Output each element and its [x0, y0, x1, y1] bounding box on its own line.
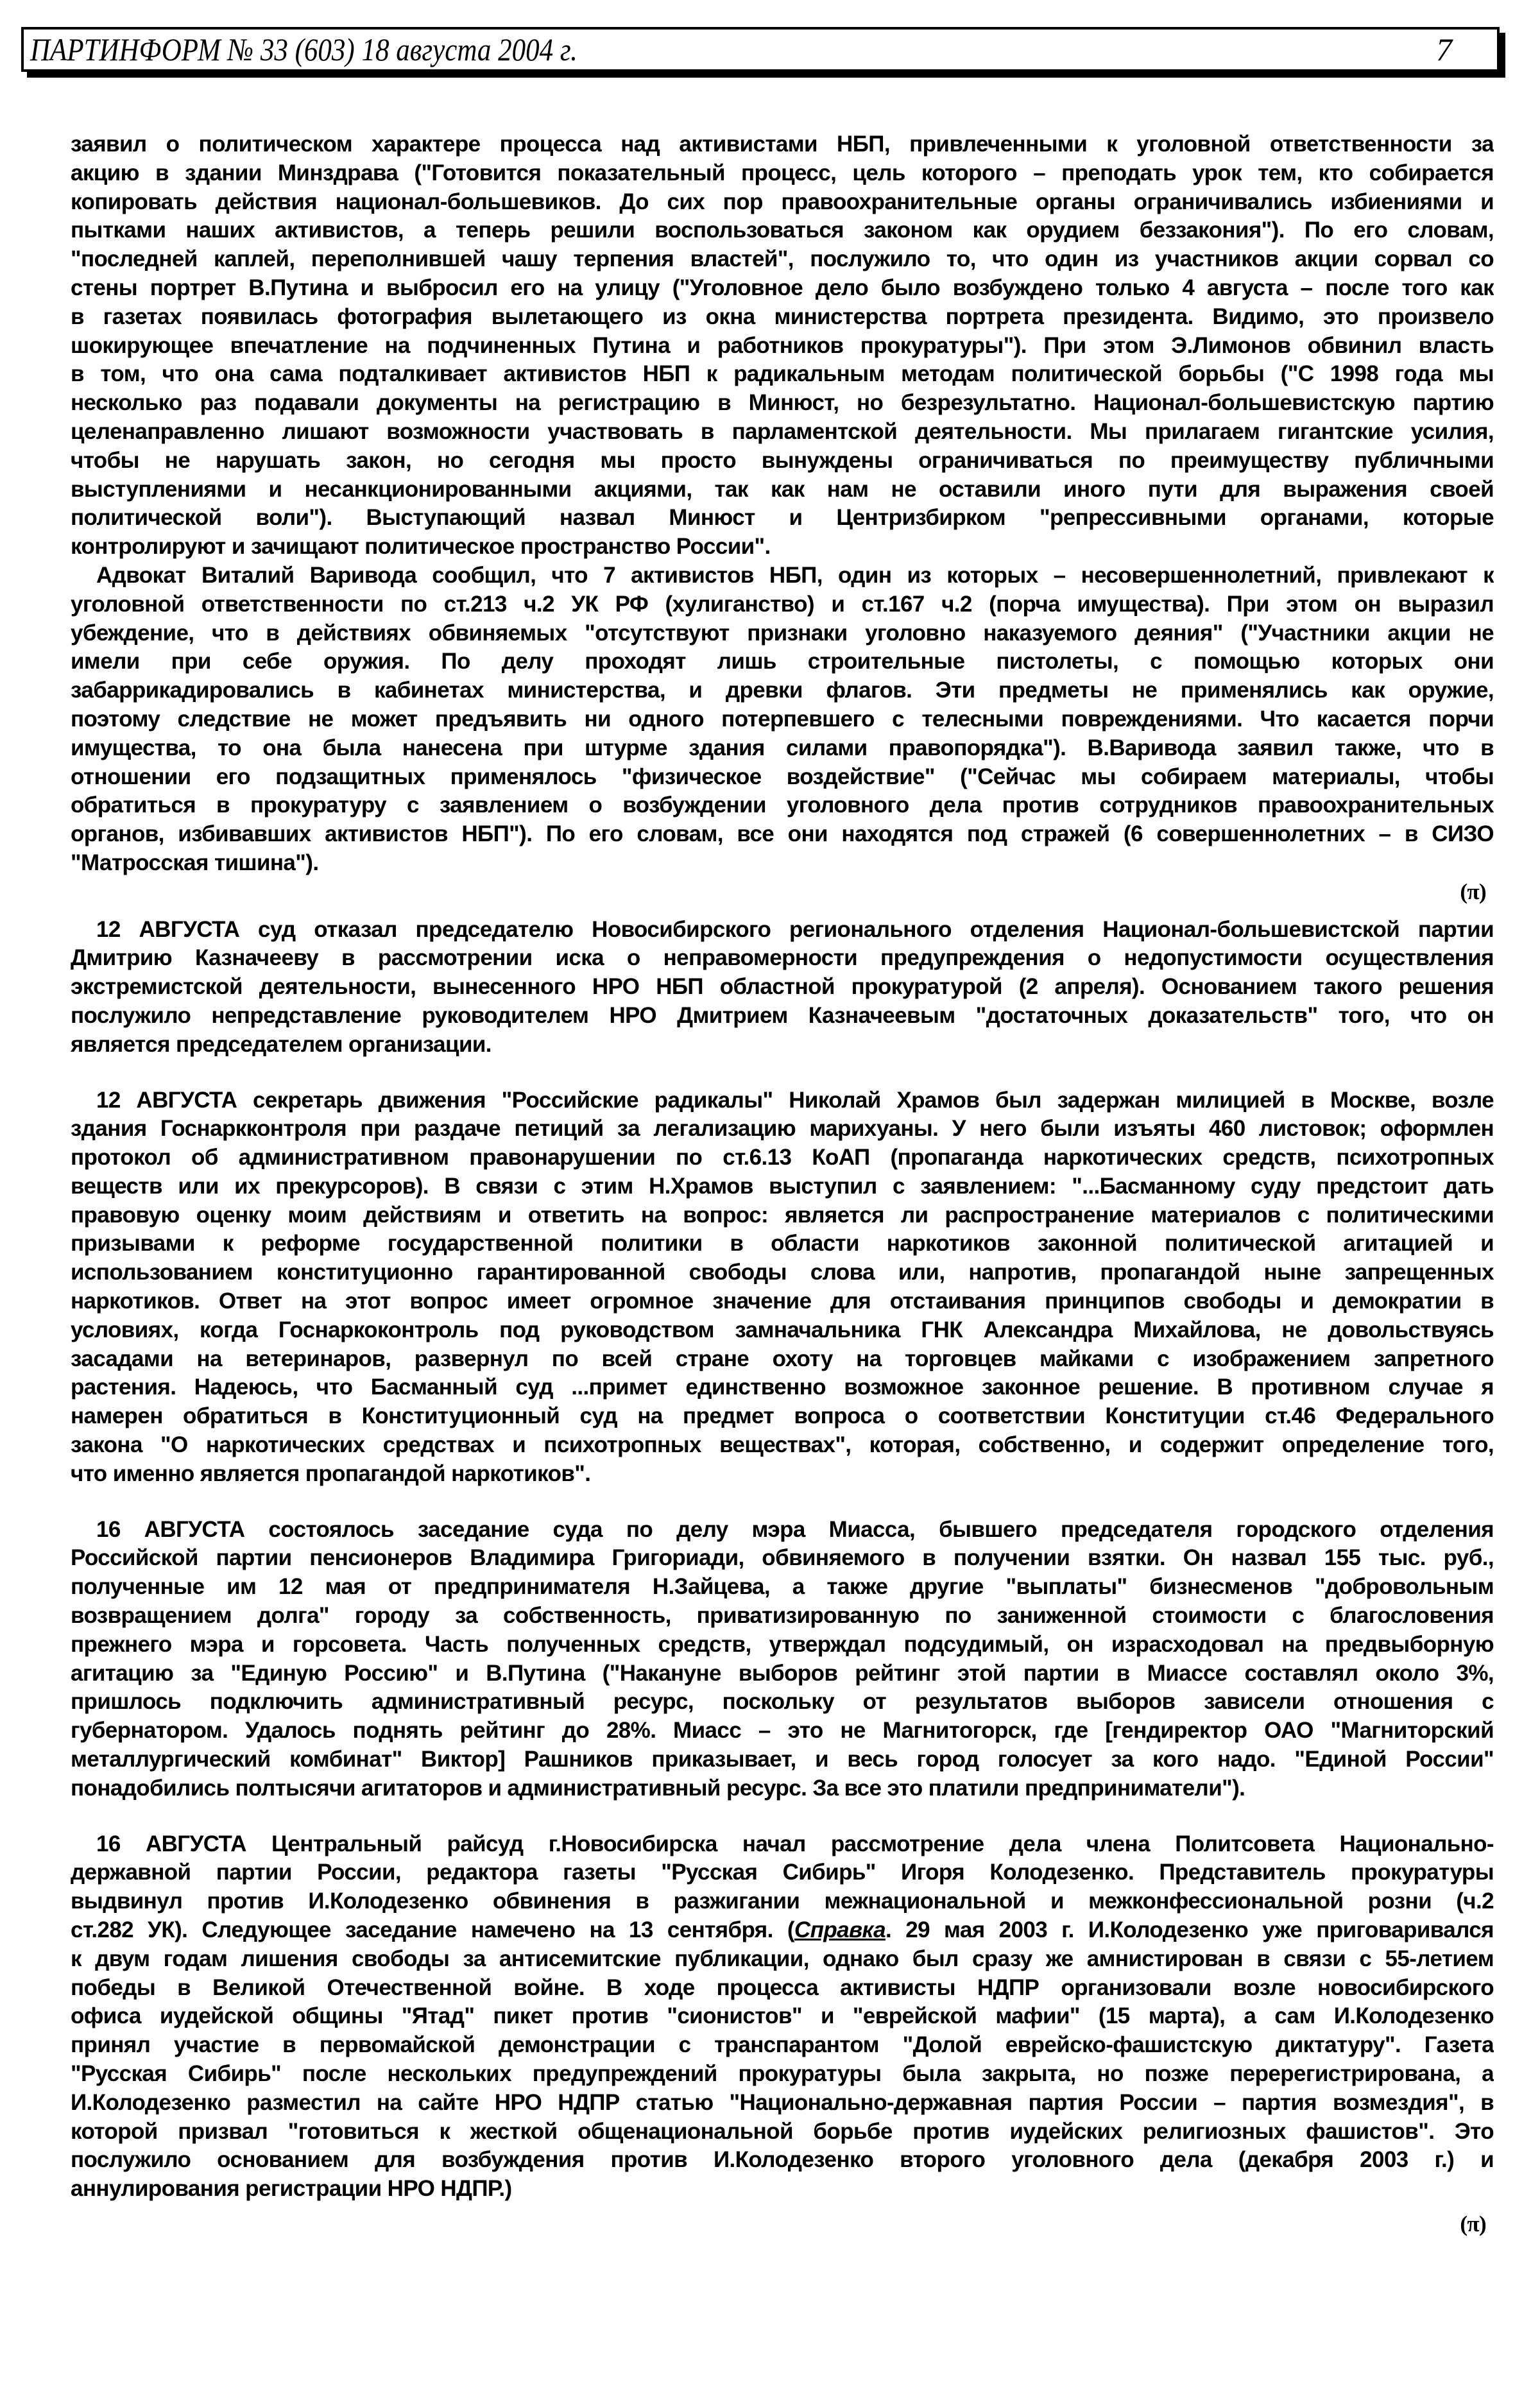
text-fragment: ст.282 УК). Следующее заседание намечено на 13 сентября. (	[71, 1917, 794, 1943]
text-line: "Русская Сибирь" после нескольких предупреждений прокуратуры была закрыта, но позже перерегистрирована, а	[71, 2061, 1494, 2086]
text-line: уголовной ответственности по ст.213 ч.2 УК РФ (хулиганство) и ст.167 ч.2 (порча имущества). При этом он выразил	[71, 591, 1494, 617]
text-line: призывами к реформе государственной политики в области наркотиков законной политической агитацией и	[71, 1231, 1494, 1256]
text-line: несколько раз подавали документы на регистрацию в Минюст, но безрезультатно. Национал-большевистскую партию	[71, 390, 1494, 416]
text-line: 16 АВГУСТА состоялось заседание суда по делу мэра Миасса, бывшего председателя городского отделения	[96, 1516, 1494, 1542]
text-line: Российской партии пенсионеров Владимира Григориади, обвиняемого в получении взятки. Он назвал 155 тыс. руб.,	[71, 1545, 1494, 1571]
text-line: к двум годам лишения свободы за антисемитские публикации, однако был сразу же амнистирован в связи с 55-летием	[71, 1946, 1494, 1971]
text-line: послужило основанием для возбуждения против И.Колодезенко второго уголовного дела (декабря 2003 г.) и	[71, 2147, 1494, 2173]
text-line: правовую оценку моим действиям и ответить на вопрос: является ли распространение материалов с политическими	[71, 1202, 1494, 1228]
page-number: 7	[1436, 31, 1452, 67]
paragraph	[71, 561, 1494, 878]
text-line: протокол об административном правонарушении по ст.6.13 КоАП (пропаганда наркотических средств, психотропных	[71, 1145, 1494, 1170]
text-line: условиях, когда Госнаркоконтроль под руководством замначальника ГНК Александра Михайлова, не довольствуясь	[71, 1317, 1494, 1342]
paragraph	[71, 1086, 1494, 1489]
text-line: имели при себе оружия. По делу проходят лишь строительные пистолеты, с помощью которых они	[71, 649, 1494, 674]
text-line: забаррикадировались в кабинетах министерства, и древки флагов. Эти предметы не применялись как оружие,	[71, 678, 1494, 703]
source-mark: (π)	[1460, 878, 1486, 904]
text-line: 12 АВГУСТА секретарь движения "Российские радикалы" Николай Храмов был задержан милицией в Москве, возле	[96, 1087, 1494, 1113]
text-line: является председателем организации.	[71, 1031, 492, 1057]
text-line: в том, что она сама подталкивает активистов НБП к радикальным методам политической борьбы ("С 1998 года мы	[71, 361, 1494, 387]
text-line: намерен обратиться в Конституционный суд на предмет вопроса о соответствии Конституции ст.46 Федерального	[71, 1403, 1494, 1429]
text-line: заявил о политическом характере процесса над активистами НБП, привлеченными к уголовной ответственности за	[71, 132, 1494, 157]
text-line: органов, избивавших активистов НБП"). По его словам, все они находятся под стражей (6 совершеннолетних – в СИЗО	[71, 821, 1494, 847]
text-line: убеждение, что в действиях обвиняемых "отсутствуют признаки уголовно наказуемого деяния" ("Участники акции не	[71, 620, 1494, 646]
article-body	[71, 130, 1494, 2239]
paragraph	[71, 1516, 1494, 1803]
publication-title: ПАРТИНФОРМ № 33 (603) 18 августа 2004 г.	[30, 31, 578, 67]
text-line: в газетах появилась фотография вылетающего из окна министерства портрета президента. Видимо, это произвело	[71, 304, 1494, 329]
text-line: понадобились полтысячи агитаторов и административный ресурс. За все это платили предприниматели").	[71, 1775, 1245, 1801]
source-mark: (π)	[1460, 2211, 1486, 2236]
text-line: металлургический комбинат" Виктор] Рашников приказывает, и весь город голосует за кого надо. "Единой России"	[71, 1747, 1494, 1772]
paragraph	[71, 130, 1494, 561]
text-line: растения. Надеюсь, что Басманный суд ...примет единственно возможное законное решение. В противном случае я	[71, 1375, 1494, 1400]
text-line: использованием конституционно гарантированной свободы слова или, напротив, пропагандой ныне запрещенных	[71, 1260, 1494, 1285]
text-line: пришлось подключить административный ресурс, поскольку от результатов выборов зависели отношения с	[71, 1689, 1494, 1715]
text-line: агитацию за "Единую Россию" и В.Путина ("Накануне выборов рейтинг этой партии в Миассе составлял около 3%,	[71, 1660, 1494, 1686]
text-line: поэтому следствие не может предъявить ни одного потерпевшего с телесными повреждениями. Что касается порчи	[71, 706, 1494, 732]
text-line: губернатором. Удалось поднять рейтинг до 28%. Миасс – это не Магнитогорск, где [гендиректор ОАО "Магниторский	[71, 1718, 1494, 1744]
text-line: выдвинул против И.Колодезенко обвинения в разжигании межнациональной и межконфессиональной розни (ч.2	[71, 1889, 1494, 1914]
text-line: здания Госнаркконтроля при раздаче петиций за легализацию марихуаны. У него были изъяты 460 листовок; оформлен	[71, 1116, 1494, 1142]
text-line: что именно является пропагандой наркотиков".	[71, 1461, 591, 1486]
text-line: 12 АВГУСТА суд отказал председателю Новосибирского регионального отделения Национал-большевистской партии	[96, 916, 1494, 942]
text-line: И.Колодезенко разместил на сайте НРО НДПР статью "Национально-державная партия России – партия возмездия", в	[71, 2089, 1494, 2115]
text-line: державной партии России, редактора газеты "Русская Сибирь" Игоря Колодезенко. Представитель прокуратуры	[71, 1860, 1494, 1885]
text-line: имущества, то она была нанесена при штурме здания силами правопорядка"). В.Варивода заявил также, что в	[71, 735, 1494, 760]
text-line: "последней каплей, переполнившей чашу терпения властей", послужило то, что один из участников акции сорвал со	[71, 246, 1494, 272]
text-line: пытками наших активистов, а теперь решили воспользоваться законом как орудием беззакония"). По его словам,	[71, 218, 1494, 243]
text-line	[71, 1916, 1494, 1945]
paragraph	[71, 916, 1494, 1059]
text-line: закона "О наркотических средствах и психотропных веществах", которая, собственно, и содержит определение того,	[71, 1432, 1494, 1458]
text-line: 16 АВГУСТА Центральный райсуд г.Новосибирска начал рассмотрение дела члена Политсовета Национально-	[96, 1831, 1494, 1856]
text-line: прежнего мэра и горсовета. Часть полученных средств, утверждал подсудимый, он израсходовал на предвыборную	[71, 1631, 1494, 1657]
text-line: "Матросская тишина").	[71, 850, 319, 875]
text-line: наркотиков. Ответ на этот вопрос имеет огромное значение для отстаивания принципов свободы и демократии в	[71, 1289, 1494, 1314]
text-line: шокирующее впечатление на подчиненных Путина и работников прокуратуры"). При этом Э.Лимонов обвинил власть	[71, 332, 1494, 358]
text-line: аннулирования регистрации НРО НДПР.)	[71, 2176, 512, 2202]
paragraph	[71, 1830, 1494, 2204]
text-line: офиса иудейской общины "Ятад" пикет против "сионистов" и "еврейской мафии" (15 марта), а сам И.Колодезенко	[71, 2003, 1494, 2029]
text-line: засадами на ветеринаров, развернул по всей стране охоту на торговцев майками с изображением запретного	[71, 1346, 1494, 1371]
text-line: экстремистской деятельности, вынесенного НРО НБП областной прокуратурой (2 апреля). Основанием такого решения	[71, 974, 1494, 1000]
text-line: акцию в здании Минздрава ("Готовится показательный процесс, цель которого – преподать урок тем, кто собирается	[71, 160, 1494, 185]
text-line: чтобы не нарушать закон, но сегодня мы просто вынуждены ограничиваться по преимуществу публичными	[71, 447, 1494, 473]
text-line: копировать действия национал-большевиков. До сих пор правоохранительные органы ограничивались избиениями и	[71, 189, 1494, 214]
text-fragment: . 29 мая 2003 г. И.Колодезенко уже приговаривался	[885, 1917, 1494, 1943]
text-line: отношении его подзащитных применялось "физическое воздействие" ("Сейчас мы собираем материалы, чтобы	[71, 764, 1494, 789]
text-line: целенаправленно лишают возможности участвовать в парламентской деятельности. Мы прилагаем гигантские усилия,	[71, 418, 1494, 444]
text-line: принял участие в первомайской демонстрации с транспарантом "Долой еврейско-фашистскую диктатуру". Газета	[71, 2032, 1494, 2058]
text-line: победы в Великой Отечественной войне. В ходе процесса активисты НДПР организовали возле новосибирского	[71, 1975, 1494, 2000]
text-line: политической воли"). Выступающий назвал Минюст и Центризбирком "репрессивными органами, которые	[71, 505, 1494, 531]
text-line: выступлениями и несанкционированными акциями, так как нам не оставили иного пути для выражения своей	[71, 476, 1494, 502]
text-line: возвращением долга" городу за собственность, приватизированную по заниженной стоимости с благословения	[71, 1603, 1494, 1629]
reference-label: Справка	[794, 1917, 886, 1943]
text-line: Дмитрию Казначееву в рассмотрении иска о неправомерности предупреждения о недопустимости осуществления	[71, 945, 1494, 971]
text-line: которой призвал "готовиться к жесткой общенациональной борьбе против иудейских религиозных фашистов". Это	[71, 2118, 1494, 2144]
text-line: обратиться в прокуратуру с заявлением о возбуждении уголовного дела против сотрудников правоохранительных	[71, 793, 1494, 818]
page-header	[21, 27, 1500, 72]
text-line: веществ или их прекурсоров). В связи с этим Н.Храмов выступил с заявлением: "...Басманному суду предстоит дать	[71, 1173, 1494, 1199]
text-line: Адвокат Виталий Варивода сообщил, что 7 активистов НБП, один из которых – несовершеннолетний, привлекают к	[96, 562, 1494, 588]
text-line: контролируют и зачищают политическое пространство России".	[71, 534, 771, 560]
text-line: полученные им 12 мая от предпринимателя Н.Зайцева, а также другие "выплаты" бизнесменов "добровольным	[71, 1574, 1494, 1600]
text-line: послужило непредставление руководителем НРО Дмитрием Казначеевым "достаточных доказательств" того, что он	[71, 1002, 1494, 1028]
text-line: стены портрет В.Путина и выбросил его на улицу ("Уголовное дело было возбуждено только 4 августа – после того как	[71, 275, 1494, 300]
